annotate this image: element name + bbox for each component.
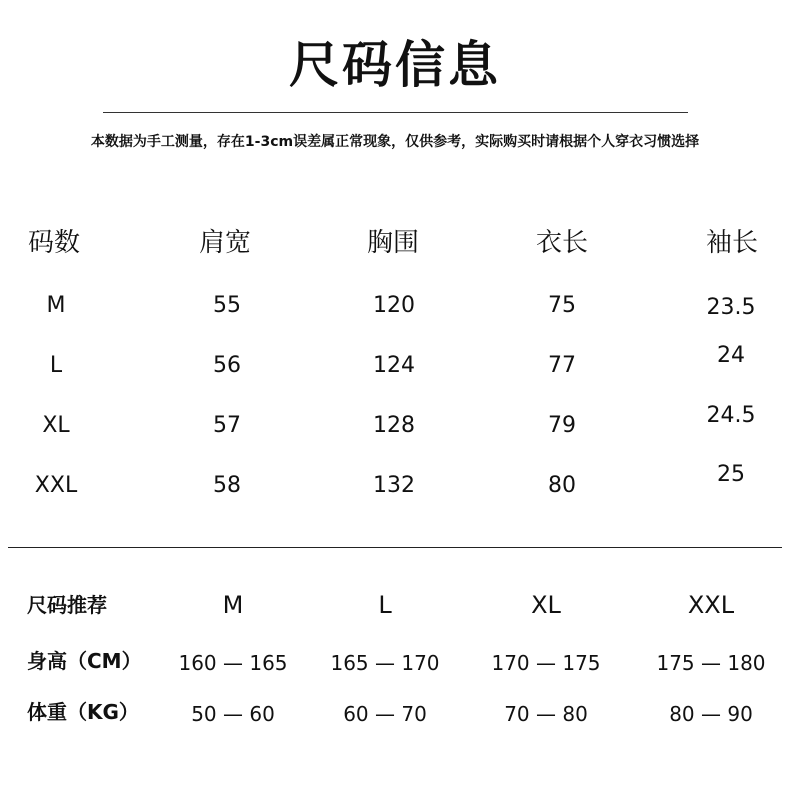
measurement-note: 本数据为手工测量，存在1-3cm误差属正常现象，仅供参考，实际购买时请根据个人穿衣习惯选择 — [90, 134, 700, 150]
weight-label: 体重（KG） — [27, 700, 139, 724]
table-cell-chest: 128 — [373, 413, 415, 438]
table-cell-shoulder: 57 — [213, 413, 241, 438]
title-divider — [103, 112, 688, 113]
table-cell-size: XXL — [34, 473, 78, 498]
header-chest: 胸围 — [366, 228, 420, 258]
table-cell-sleeve: 24 — [717, 343, 745, 368]
table-cell-size: XL — [42, 413, 70, 438]
rec-size-xl: XL — [531, 591, 561, 619]
table-cell-length: 77 — [548, 353, 576, 378]
rec-weight: 70 — 80 — [504, 702, 588, 726]
table-cell-length: 75 — [548, 293, 576, 318]
table-cell-length: 80 — [548, 473, 576, 498]
header-length: 衣长 — [535, 228, 589, 258]
rec-size-xxl: XXL — [687, 591, 735, 619]
table-cell-shoulder: 55 — [213, 293, 241, 318]
rec-weight: 60 — 70 — [343, 702, 427, 726]
table-cell-chest: 120 — [373, 293, 415, 318]
section-divider — [8, 547, 782, 548]
table-cell-sleeve: 25 — [717, 462, 745, 487]
page-title: 尺码信息 — [289, 36, 501, 94]
table-cell-shoulder: 56 — [213, 353, 241, 378]
rec-height: 165 — 170 — [330, 651, 440, 675]
rec-size-l: L — [378, 591, 392, 619]
rec-weight: 50 — 60 — [191, 702, 275, 726]
rec-height: 170 — 175 — [491, 651, 601, 675]
rec-size-m: M — [222, 591, 244, 619]
rec-weight: 80 — 90 — [669, 702, 753, 726]
table-cell-shoulder: 58 — [213, 473, 241, 498]
table-cell-size: L — [49, 353, 63, 378]
rec-height: 160 — 165 — [178, 651, 288, 675]
header-size: 码数 — [27, 228, 81, 258]
rec-height: 175 — 180 — [656, 651, 766, 675]
recommendation-label: 尺码推荐 — [27, 593, 107, 617]
height-label: 身高（CM） — [27, 649, 142, 673]
table-cell-sleeve: 24.5 — [706, 403, 756, 428]
header-shoulder-width: 肩宽 — [198, 228, 252, 258]
table-cell-length: 79 — [548, 413, 576, 438]
table-cell-chest: 124 — [373, 353, 415, 378]
table-cell-chest: 132 — [373, 473, 415, 498]
header-sleeve: 袖长 — [705, 228, 759, 258]
table-cell-sleeve: 23.5 — [706, 295, 756, 320]
table-cell-size: M — [46, 293, 66, 318]
